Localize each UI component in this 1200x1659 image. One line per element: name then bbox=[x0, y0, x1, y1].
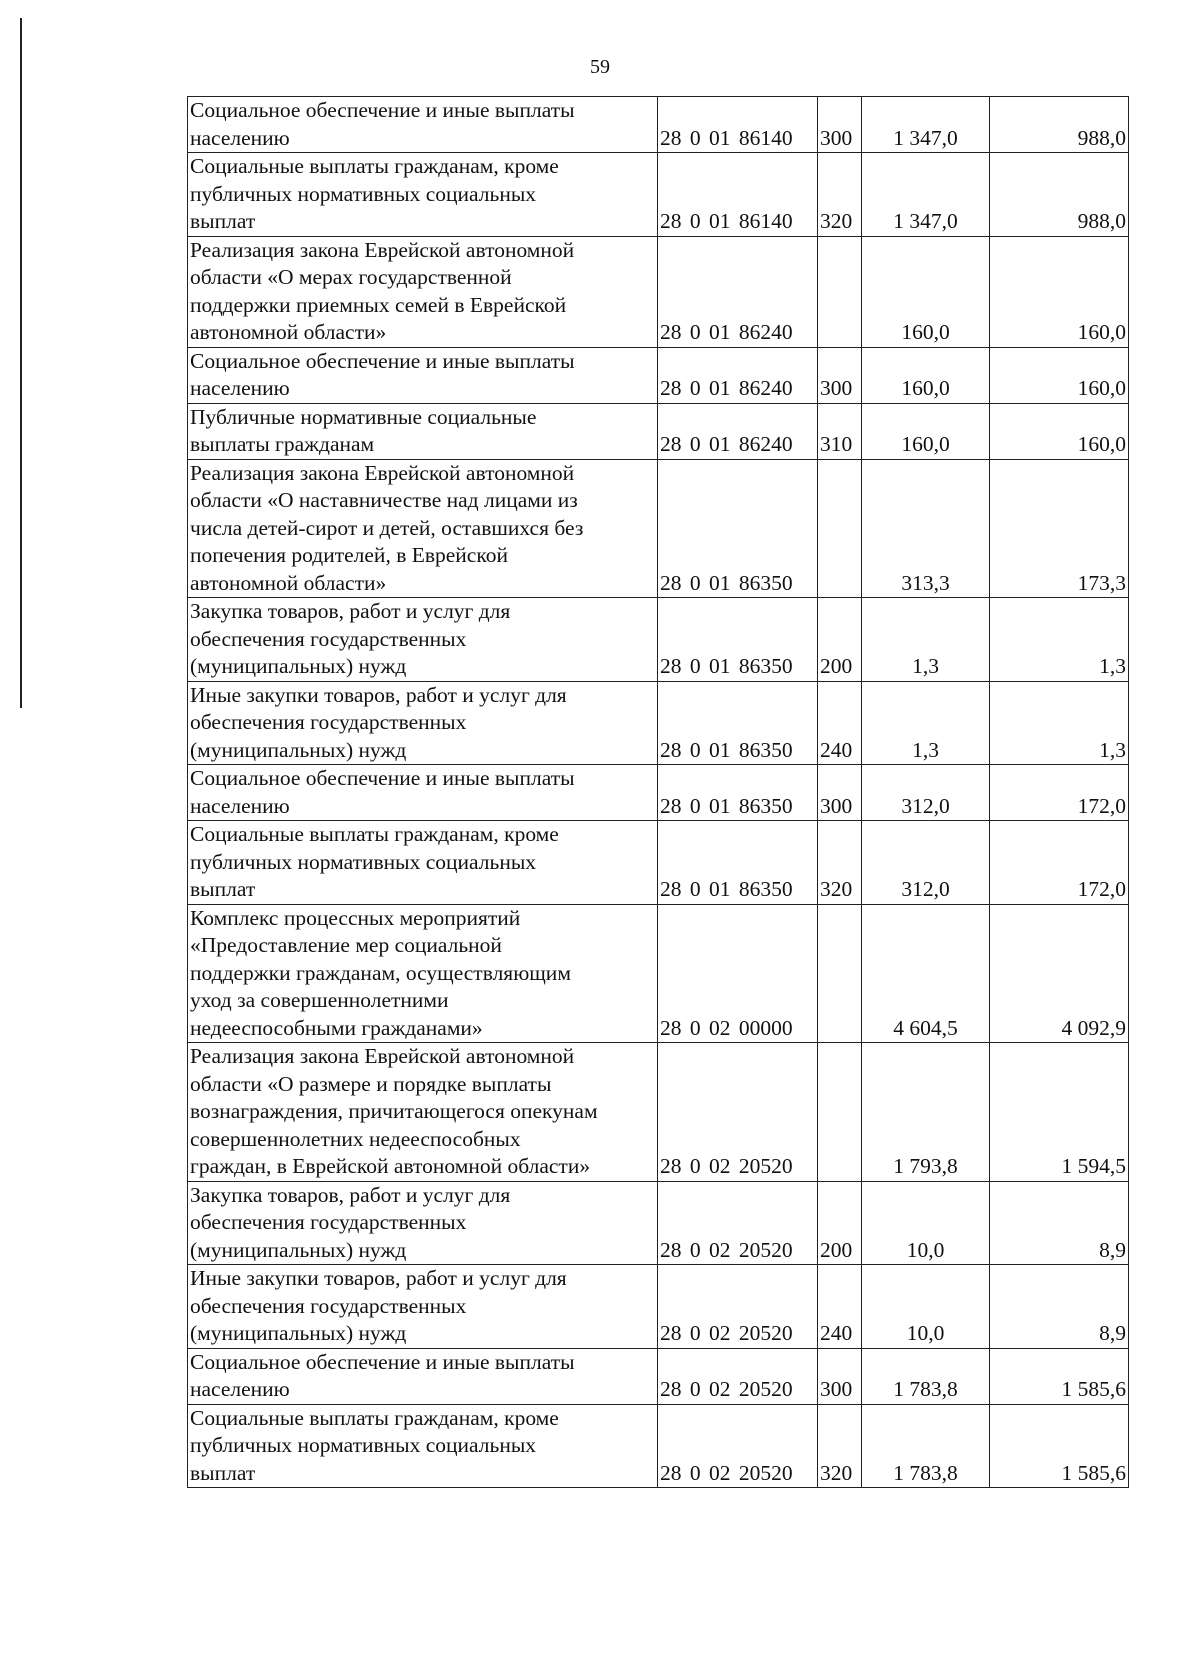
table-row bbox=[188, 1043, 1129, 1182]
row-value-1-cell: 313,3 bbox=[862, 459, 990, 598]
row-name-cell: Социальные выплаты гражданам, кроме публичных нормативных социальных выплат bbox=[188, 821, 658, 905]
row-code-cell: 28 0 01 86350 bbox=[658, 765, 818, 821]
table-row bbox=[188, 765, 1129, 821]
row-value-2-cell: 172,0 bbox=[990, 821, 1129, 905]
table-row bbox=[188, 821, 1129, 905]
table-row bbox=[188, 403, 1129, 459]
row-name-cell: Публичные нормативные социальные выплаты гражданам bbox=[188, 403, 658, 459]
row-value-1-cell: 10,0 bbox=[862, 1181, 990, 1265]
row-code-cell: 28 0 01 86350 bbox=[658, 821, 818, 905]
row-expense-type-cell: 300 bbox=[818, 97, 862, 153]
row-name-cell: Реализация закона Еврейской автономной области «О наставничестве над лицами из числа детей-сирот и детей, оставшихся без попечения родителей, в Еврейской автономной области» bbox=[188, 459, 658, 598]
table-row bbox=[188, 1181, 1129, 1265]
row-value-2-cell: 1,3 bbox=[990, 598, 1129, 682]
row-code-cell: 28 0 02 20520 bbox=[658, 1348, 818, 1404]
row-expense-type-cell: 320 bbox=[818, 153, 862, 237]
row-name-cell: Социальное обеспечение и иные выплаты населению bbox=[188, 347, 658, 403]
table-row bbox=[188, 347, 1129, 403]
row-expense-type-cell: 300 bbox=[818, 347, 862, 403]
row-code-cell: 28 0 02 20520 bbox=[658, 1181, 818, 1265]
row-code-cell: 28 0 02 20520 bbox=[658, 1265, 818, 1349]
table-row bbox=[188, 459, 1129, 598]
row-value-1-cell: 1,3 bbox=[862, 598, 990, 682]
table-row bbox=[188, 681, 1129, 765]
table-row bbox=[188, 1265, 1129, 1349]
row-code-cell: 28 0 01 86240 bbox=[658, 403, 818, 459]
row-code-cell: 28 0 01 86240 bbox=[658, 236, 818, 347]
row-value-2-cell: 988,0 bbox=[990, 97, 1129, 153]
row-expense-type-cell: 200 bbox=[818, 598, 862, 682]
row-value-1-cell: 160,0 bbox=[862, 236, 990, 347]
row-code-cell: 28 0 02 20520 bbox=[658, 1043, 818, 1182]
row-value-1-cell: 160,0 bbox=[862, 347, 990, 403]
row-value-2-cell: 8,9 bbox=[990, 1181, 1129, 1265]
table-row bbox=[188, 1348, 1129, 1404]
row-name-cell: Комплекс процессных мероприятий «Предоставление мер социальной поддержки гражданам, осуществляющим уход за совершеннолетними недееспособными гражданами» bbox=[188, 904, 658, 1043]
row-value-2-cell: 160,0 bbox=[990, 403, 1129, 459]
table-row bbox=[188, 1404, 1129, 1488]
row-name-cell: Закупка товаров, работ и услуг для обеспечения государственных (муниципальных) нужд bbox=[188, 1181, 658, 1265]
scan-margin-line bbox=[20, 18, 22, 708]
row-name-cell: Социальное обеспечение и иные выплаты населению bbox=[188, 765, 658, 821]
budget-table bbox=[187, 96, 1129, 1488]
row-code-cell: 28 0 01 86140 bbox=[658, 97, 818, 153]
row-value-1-cell: 160,0 bbox=[862, 403, 990, 459]
page-number: 59 bbox=[590, 56, 610, 78]
row-value-1-cell: 1 347,0 bbox=[862, 97, 990, 153]
row-code-cell: 28 0 01 86350 bbox=[658, 598, 818, 682]
row-name-cell: Социальные выплаты гражданам, кроме публичных нормативных социальных выплат bbox=[188, 1404, 658, 1488]
row-value-2-cell: 1 585,6 bbox=[990, 1404, 1129, 1488]
row-code-cell: 28 0 01 86240 bbox=[658, 347, 818, 403]
row-value-1-cell: 10,0 bbox=[862, 1265, 990, 1349]
row-name-cell: Социальное обеспечение и иные выплаты населению bbox=[188, 1348, 658, 1404]
row-value-2-cell: 1,3 bbox=[990, 681, 1129, 765]
budget-table-body bbox=[188, 97, 1129, 1488]
row-value-1-cell: 312,0 bbox=[862, 821, 990, 905]
row-value-2-cell: 1 585,6 bbox=[990, 1348, 1129, 1404]
row-name-cell: Реализация закона Еврейской автономной области «О размере и порядке выплаты вознаграждения, причитающегося опекунам совершеннолетних недееспособных граждан, в Еврейской автономной области» bbox=[188, 1043, 658, 1182]
row-value-1-cell: 4 604,5 bbox=[862, 904, 990, 1043]
row-value-1-cell: 1 783,8 bbox=[862, 1404, 990, 1488]
row-value-2-cell: 4 092,9 bbox=[990, 904, 1129, 1043]
row-name-cell: Социальные выплаты гражданам, кроме публичных нормативных социальных выплат bbox=[188, 153, 658, 237]
row-value-1-cell: 1 793,8 bbox=[862, 1043, 990, 1182]
row-code-cell: 28 0 02 20520 bbox=[658, 1404, 818, 1488]
row-value-2-cell: 160,0 bbox=[990, 347, 1129, 403]
row-code-cell: 28 0 01 86140 bbox=[658, 153, 818, 237]
row-code-cell: 28 0 02 00000 bbox=[658, 904, 818, 1043]
row-name-cell: Иные закупки товаров, работ и услуг для обеспечения государственных (муниципальных) нужд bbox=[188, 681, 658, 765]
table-row bbox=[188, 153, 1129, 237]
table-row bbox=[188, 97, 1129, 153]
table-row bbox=[188, 236, 1129, 347]
row-value-2-cell: 8,9 bbox=[990, 1265, 1129, 1349]
row-expense-type-cell bbox=[818, 904, 862, 1043]
row-expense-type-cell: 300 bbox=[818, 1348, 862, 1404]
row-name-cell: Закупка товаров, работ и услуг для обеспечения государственных (муниципальных) нужд bbox=[188, 598, 658, 682]
row-expense-type-cell: 200 bbox=[818, 1181, 862, 1265]
row-expense-type-cell: 240 bbox=[818, 681, 862, 765]
row-value-2-cell: 988,0 bbox=[990, 153, 1129, 237]
row-value-1-cell: 1 347,0 bbox=[862, 153, 990, 237]
row-code-cell: 28 0 01 86350 bbox=[658, 459, 818, 598]
row-value-2-cell: 160,0 bbox=[990, 236, 1129, 347]
row-expense-type-cell bbox=[818, 459, 862, 598]
row-expense-type-cell bbox=[818, 1043, 862, 1182]
row-expense-type-cell bbox=[818, 236, 862, 347]
row-name-cell: Социальное обеспечение и иные выплаты населению bbox=[188, 97, 658, 153]
row-expense-type-cell: 300 bbox=[818, 765, 862, 821]
row-expense-type-cell: 320 bbox=[818, 821, 862, 905]
row-name-cell: Реализация закона Еврейской автономной области «О мерах государственной поддержки приемных семей в Еврейской автономной области» bbox=[188, 236, 658, 347]
row-expense-type-cell: 240 bbox=[818, 1265, 862, 1349]
row-expense-type-cell: 320 bbox=[818, 1404, 862, 1488]
row-value-1-cell: 1,3 bbox=[862, 681, 990, 765]
row-value-2-cell: 172,0 bbox=[990, 765, 1129, 821]
row-value-1-cell: 1 783,8 bbox=[862, 1348, 990, 1404]
row-value-1-cell: 312,0 bbox=[862, 765, 990, 821]
row-name-cell: Иные закупки товаров, работ и услуг для обеспечения государственных (муниципальных) нужд bbox=[188, 1265, 658, 1349]
row-value-2-cell: 173,3 bbox=[990, 459, 1129, 598]
table-row bbox=[188, 598, 1129, 682]
row-code-cell: 28 0 01 86350 bbox=[658, 681, 818, 765]
row-value-2-cell: 1 594,5 bbox=[990, 1043, 1129, 1182]
table-row bbox=[188, 904, 1129, 1043]
row-expense-type-cell: 310 bbox=[818, 403, 862, 459]
